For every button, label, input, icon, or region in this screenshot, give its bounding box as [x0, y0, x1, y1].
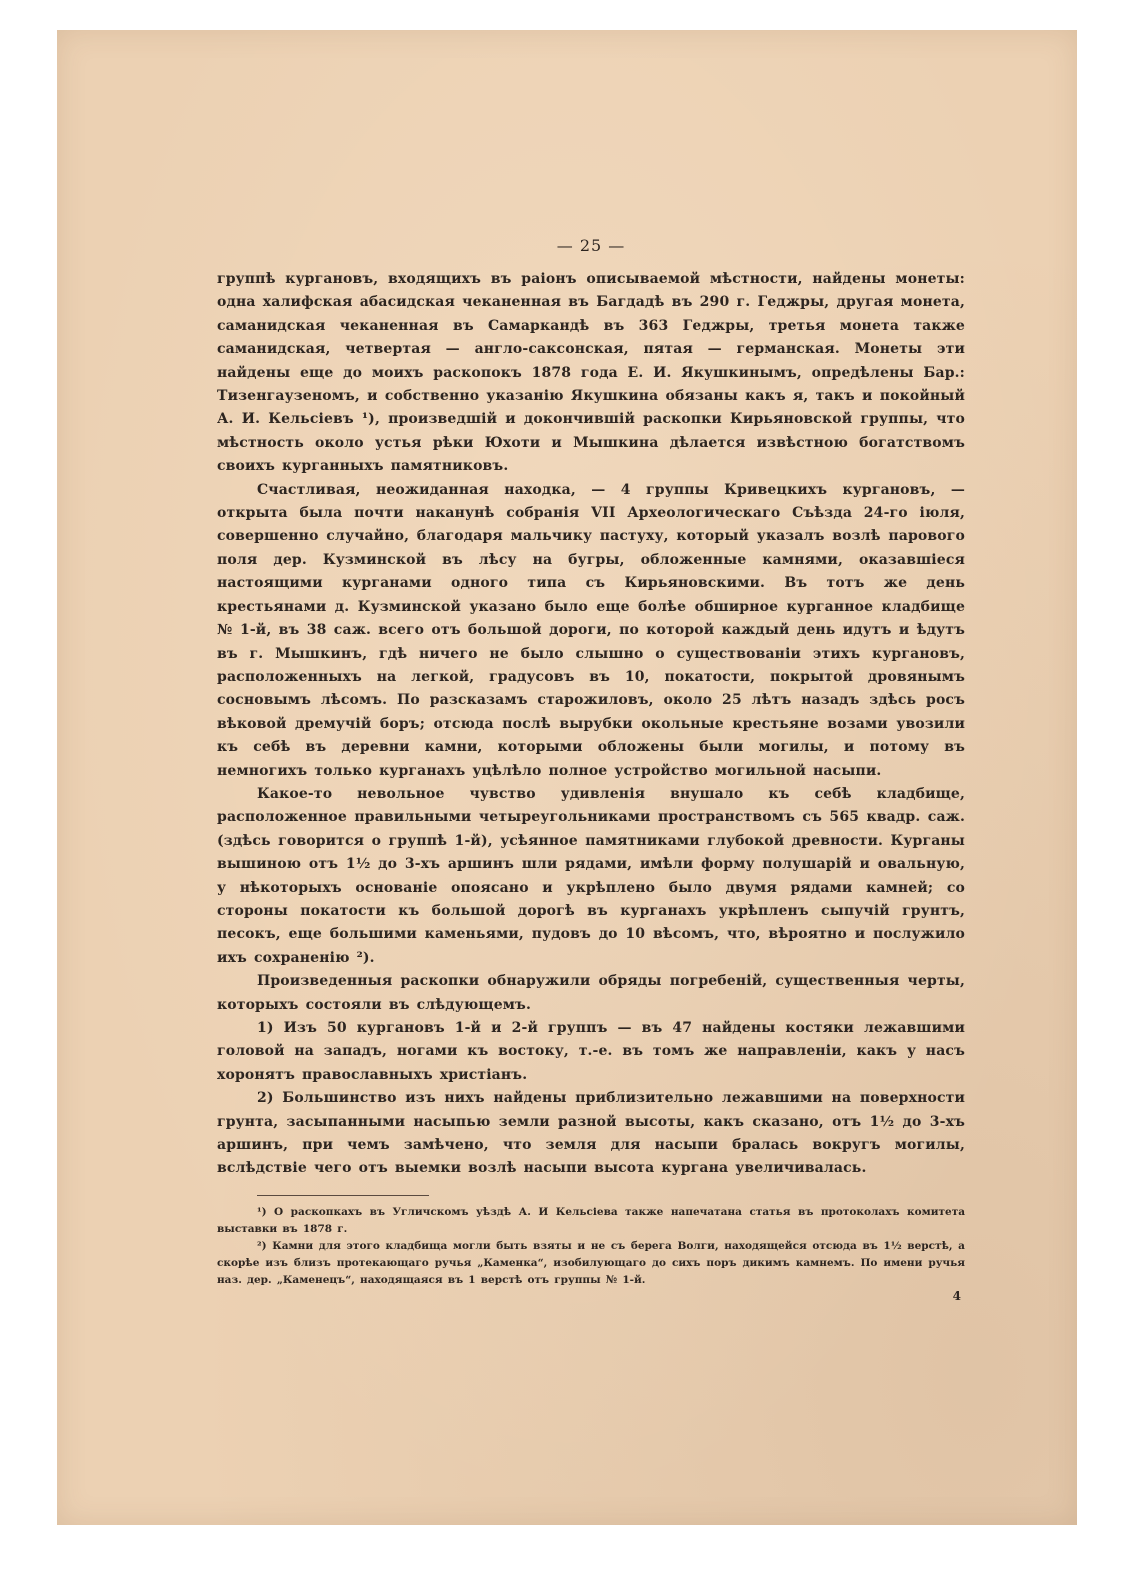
paragraph-item-2: 2) Большинство изъ нихъ найдены приблизительно лежавшими на поверхности грунта, засыпанными насыпью земли разной высоты, какъ сказано, отъ 1½ до 3-хъ аршинъ, при чемъ замѣчено, что земля для насыпи бралась вокругъ могилы, вслѣдствіе чего отъ выемки возлѣ насыпи высота кургана увеличивалась.	[217, 1090, 965, 1177]
paragraph-cemetery: Какое-то невольное чувство удивленія внушало къ себѣ кладбище, расположенное правильными четыреугольниками пространствомъ съ 565 квадр. саж. (здѣсь говорится о группѣ 1-й), усѣянное памятниками глубокой древности. Курганы вышиною отъ 1½ до 3-хъ аршинъ шли рядами, имѣли форму полушарій и овальную, у нѣкоторыхъ основаніе опоясано и укрѣплено было двумя рядами камней; со стороны покатости къ большой дорогѣ въ курганахъ укрѣпленъ сыпучій грунтъ, песокъ, еще большими каменьями, пудовъ до 10 вѣсомъ, что, вѣроятно и послужило ихъ сохраненію ²).	[217, 785, 965, 966]
page-number: — 25 —	[556, 236, 626, 255]
scanned-page	[57, 30, 1077, 1525]
signature-mark: 4	[952, 1288, 961, 1303]
paragraph-excavations: Произведенныя раскопки обнаружили обряды погребеній, существенныя черты, которыхъ состояли въ слѣдующемъ.	[217, 973, 965, 1013]
paragraph-item-1: 1) Изъ 50 кургановъ 1-й и 2-й группъ — въ 47 найдены костяки лежавшими головой на западъ, ногами къ востоку, т.-е. въ томъ же направленіи, какъ у насъ хоронятъ православныхъ христіанъ.	[217, 1020, 965, 1083]
footnote-1: ¹) О раскопкахъ въ Угличскомъ уѣздѣ А. И Кельсіева также напечатана статья въ протоколахъ комитета выставки въ 1878 г.	[217, 1205, 965, 1235]
footnote-divider	[257, 1195, 429, 1196]
page-text-block	[217, 236, 965, 1303]
paragraph-discovery: Счастливая, неожиданная находка, — 4 группы Кривецкихъ кургановъ, — открыта была почти наканунѣ собранія VII Археологическаго Съѣзда 24-го іюля, совершенно случайно, благодаря мальчику пастуху, который указалъ возлѣ парового поля дер. Кузминской въ лѣсу на бугры, обложенные камнями, оказавшіеся настоящими курганами одного типа съ Кирьяновскими. Въ тотъ же день крестьянами д. Кузминской указано было еще болѣе обширное курганное кладбище № 1-й, въ 38 саж. всего отъ большой дороги, по которой каждый день идутъ и ѣдутъ въ г. Мышкинъ, гдѣ ничего не было слышно о существованіи этихъ кургановъ, расположенныхъ на легкой, градусовъ въ 10, покатости, покрытой дровянымъ сосновымъ лѣсомъ. По разсказамъ старожиловъ, около 25 лѣтъ назадъ здѣсь росъ вѣковой дремучій боръ; отсюда послѣ вырубки окольные крестьяне возами увозили къ себѣ въ деревни камни, которыми обложены были могилы, и потому въ немногихъ только курганахъ уцѣлѣло полное устройство могильной насыпи.	[217, 481, 965, 779]
paragraph-coins: группѣ кургановъ, входящихъ въ раіонъ описываемой мѣстности, найдены монеты: одна халифская абасидская чеканенная въ Багдадѣ въ 290 г. Геджры, другая монета, саманидская чеканенная въ Самаркандѣ въ 363 Геджры, третья монета также саманидская, четвертая — англо-саксонская, пятая — германская. Монеты эти найдены еще до моихъ раскопокъ 1878 года Е. И. Якушкинымъ, опредѣлены Бар.: Тизенгаузеномъ, и собственно указанію Якушкина обязаны какъ я, такъ и покойный А. И. Кельсіевъ ¹), произведшій и докончившій раскопки Кирьяновской группы, что мѣстность около устья рѣки Юхоти и Мышкина дѣлается извѣстною богатствомъ своихъ курганныхъ памятниковъ.	[217, 271, 965, 475]
footnote-2: ²) Камни для этого кладбища могли быть взяты и не съ берега Волги, находящейся отсюда въ 1½ верстѣ, а скорѣе изъ близъ протекающаго ручья „Каменка“, изобилующаго до сихъ поръ дикимъ камнемъ. По имени ручья наз. дер. „Каменецъ“, находящаяся въ 1 верстѣ отъ группы № 1-й.	[217, 1239, 965, 1286]
